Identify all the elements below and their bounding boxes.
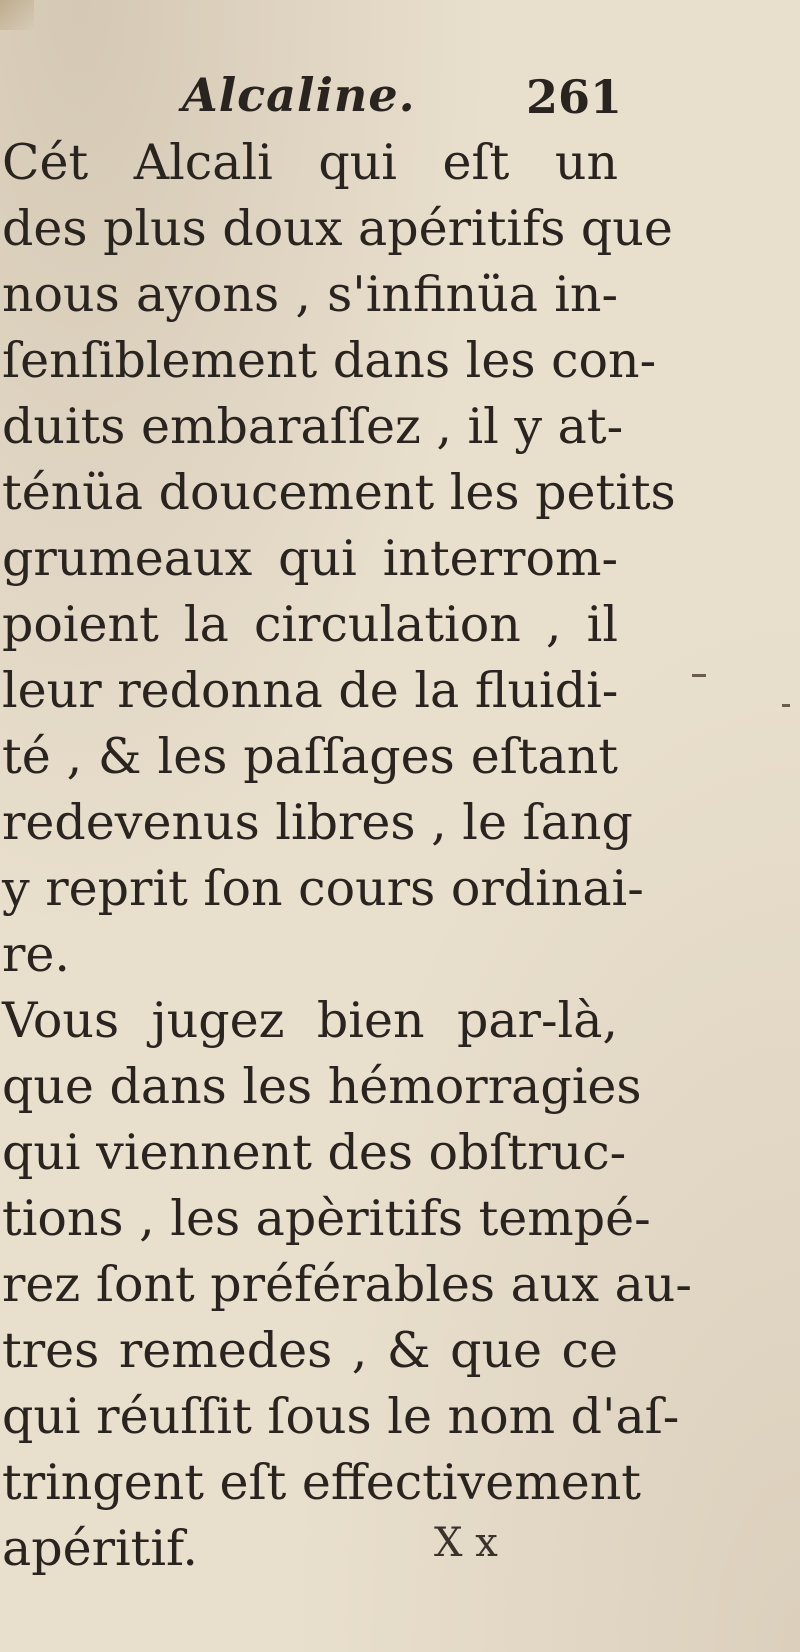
text-line: apéritif. <box>2 1520 198 1577</box>
running-title: Alcaline. <box>182 68 416 122</box>
text-line: duits embaraſſez , il y at- <box>2 398 624 455</box>
text-line: tres remedes , & que ce <box>2 1322 618 1379</box>
text-line: tions , les apèritifs tempé- <box>2 1190 651 1247</box>
text-line: ténüa doucement les petits <box>2 464 676 521</box>
text-line: y reprit ſon cours ordinai- <box>2 860 644 917</box>
page-number: 261 <box>525 70 622 124</box>
signature-mark: X x <box>434 1520 498 1566</box>
text-line: rez ſont préférables aux au- <box>2 1256 692 1313</box>
text-line: grumeaux qui interrom- <box>2 530 618 587</box>
text-line: ſenſiblement dans les con- <box>2 332 657 389</box>
text-line: té , & les paſſages eſtant <box>2 728 618 785</box>
margin-mark <box>782 704 790 707</box>
text-line: re. <box>2 926 70 983</box>
text-line: leur redonna de la fluidi- <box>2 662 619 719</box>
margin-mark <box>692 674 706 677</box>
text-line: tringent eſt effectivement <box>2 1454 641 1511</box>
text-line: nous ayons , s'infinüa in- <box>2 266 618 323</box>
text-line: poient la circulation , il <box>2 596 618 653</box>
text-line: qui viennent des obſtruc- <box>2 1124 627 1181</box>
text-line: Vous jugez bien par-là, <box>2 992 618 1049</box>
text-line: que dans les hémorragies <box>2 1058 642 1115</box>
text-line: Cét Alcali qui eſt un <box>2 134 618 191</box>
text-line: redevenus libres , le ſang <box>2 794 633 851</box>
page-corner-stain <box>0 0 34 30</box>
text-line: des plus doux apéritifs que <box>2 200 673 257</box>
page-header <box>182 68 622 128</box>
text-line: qui réuſſit ſous le nom d'aſ- <box>2 1388 680 1445</box>
